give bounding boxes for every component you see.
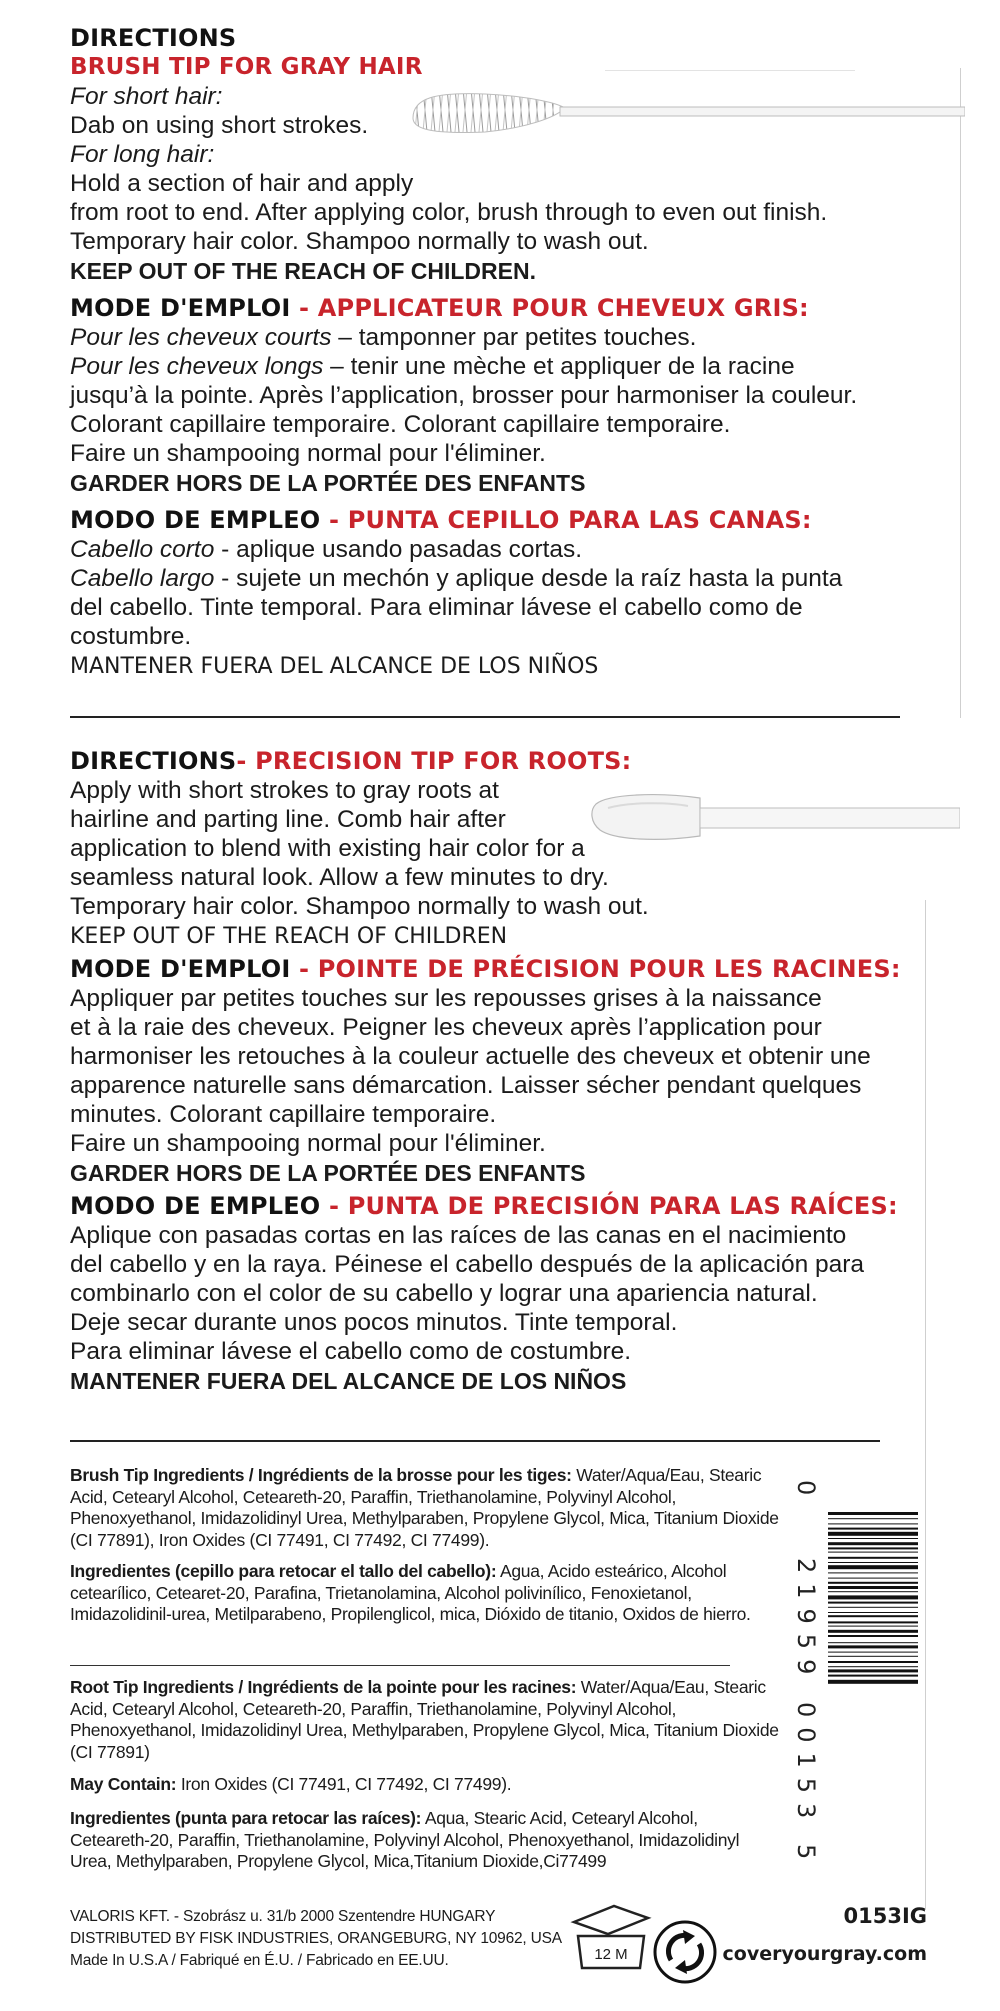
barcode-bar (828, 1669, 918, 1672)
barcode-bar (828, 1642, 918, 1643)
footer-line-3: Made In U.S.A / Fabriqué en É.U. / Fabricado en EE.UU. (70, 1952, 449, 1969)
may-contain (70, 1774, 780, 1796)
fr-line-4: Colorant capillaire temporaire. Colorant capillaire temporaire. (70, 411, 731, 438)
precision-warning-fr: GARDER HORS DE LA PORTÉE DES ENFANTS (70, 1160, 586, 1186)
barcode-bar (828, 1661, 918, 1663)
barcode-bar (828, 1612, 918, 1613)
precision-fr-heading: MODE D'EMPLOI - POINTE DE PRÉCISION POUR LES RACINES: (70, 955, 901, 983)
precision-fr-title: MODE D'EMPLOI (70, 955, 291, 983)
barcode-bar (828, 1518, 918, 1519)
short-hair-label: For short hair: (70, 83, 223, 110)
es-line-3: del cabello. Tinte temporal. Para eliminar lávese el cabello como de (70, 594, 803, 621)
root-ingredients-label: Root Tip Ingredients / Ingrédients de la pointe pour les racines: (70, 1677, 577, 1697)
product-code: 0153IG (843, 1904, 927, 1928)
fr-short-text: – tamponner par petites touches. (331, 324, 697, 351)
barcode-bar (828, 1572, 918, 1573)
precision-handle (700, 808, 960, 828)
trim-line-bottom-right (925, 900, 926, 1910)
pao-label: 12 M (594, 1946, 628, 1963)
precision-line-2: hairline and parting line. Comb hair after (70, 806, 506, 833)
footer-line-1: VALORIS KFT. - Szobrász u. 31/b 2000 Szentendre HUNGARY (70, 1908, 496, 1925)
pao-icon (570, 1900, 652, 1972)
warning-fr: GARDER HORS DE LA PORTÉE DES ENFANTS (70, 470, 586, 496)
precision-title: DIRECTIONS (70, 747, 237, 775)
fr-short-label: Pour les cheveux courts (70, 324, 332, 351)
fr-subtitle: APPLICATEUR POUR CHEVEUX GRIS: (317, 294, 809, 322)
brush-bristles (413, 94, 565, 133)
barcode-bar (828, 1630, 918, 1633)
fr-long-text: – tenir une mèche et appliquer de la racine (323, 353, 795, 380)
barcode-bar (828, 1565, 918, 1569)
precision-es-title: MODO DE EMPLEO (70, 1192, 321, 1220)
fr-title: MODE D'EMPLOI (70, 294, 291, 322)
long-hair-text-2: from root to end. After applying color, brush through to even out finish. (70, 199, 828, 226)
barcode-bar (828, 1582, 918, 1584)
precision-fr-line-4: apparence naturelle sans démarcation. Laisser sécher pendant quelques (70, 1072, 862, 1099)
brush-tip-illustration (405, 88, 965, 138)
es-short-text: - aplique usando pasadas cortas. (214, 536, 583, 563)
precision-es-line-5: Para eliminar lávese el cabello como de costumbre. (70, 1338, 632, 1365)
ingredients-divider (70, 1665, 730, 1666)
barcode-bar (828, 1645, 918, 1648)
fr-line-5: Faire un shampooing normal pour l'éliminer. (70, 440, 546, 467)
barcode-bar (828, 1607, 918, 1608)
precision-line-1: Apply with short strokes to gray roots at (70, 777, 499, 804)
precision-es-subtitle: PUNTA DE PRECISIÓN PARA LAS RAÍCES: (347, 1192, 898, 1220)
precision-line-3: application to blend with existing hair color for a (70, 835, 585, 862)
barcode-bar (828, 1532, 918, 1536)
directions-heading: DIRECTIONS (70, 24, 237, 52)
may-contain-text: Iron Oxides (CI 77491, CI 77492, CI 77499). (176, 1774, 512, 1794)
barcode-bar (828, 1595, 918, 1599)
barcode-bar (828, 1615, 918, 1617)
es-short-line (70, 535, 920, 564)
divider-2 (70, 1440, 880, 1442)
root-ingredients-es (70, 1808, 780, 1873)
barcode-bar (828, 1528, 918, 1530)
barcode-bar (828, 1652, 918, 1653)
may-contain-label: May Contain: (70, 1774, 177, 1794)
precision-fr-subtitle: POINTE DE PRÉCISION POUR LES RACINES: (317, 955, 901, 983)
precision-es-line-4: Deje secar durante unos pocos minutos. Tinte temporal. (70, 1309, 678, 1336)
precision-heading (70, 747, 920, 776)
root-ingredients-es-text: Aqua, Stearic Acid, Cetearyl Alcohol, Ceteareth-20, Paraffin, Triethanolamine, Polyvinyl Alcohol, Phenoxyethanol, Imidazolidinyl Urea, Methylparaben, Propylene Glycol, Mica,Titanium Dioxide,Ci77499 (70, 1808, 740, 1871)
brush-ingredients-label: Brush Tip Ingredients / Ingrédients de la brosse pour les tiges: (70, 1465, 572, 1485)
es-long-label: Cabello largo (70, 565, 215, 592)
barcode-bar (828, 1656, 918, 1657)
fr-heading: MODE D'EMPLOI - APPLICATEUR POUR CHEVEUX GRIS: (70, 294, 809, 322)
divider-1 (70, 716, 900, 718)
barcode-bar (828, 1557, 918, 1559)
short-hair-text: Dab on using short strokes. (70, 112, 369, 139)
barcode-bar (828, 1675, 918, 1677)
barcode-bar (828, 1635, 918, 1637)
es-long-line (70, 564, 920, 593)
barcode-bar (828, 1591, 918, 1592)
brush-ingredients (70, 1465, 780, 1551)
barcode-bar (828, 1680, 918, 1684)
barcode-last-digit: 5 (792, 1844, 820, 1870)
precision-subtitle: - PRECISION TIP FOR ROOTS: (236, 747, 632, 775)
barcode-bar (828, 1542, 918, 1545)
es-short-label: Cabello corto (70, 536, 215, 563)
brush-ingredients-text: Water/Aqua/Eau, Stearic Acid, Cetearyl Alcohol, Ceteareth-20, Paraffin, Triethanolamine, Polyvinyl Alcohol, Phenoxyethanol, Imidazolidinyl Urea, Methylparaben, Propylene Glycol, Mica, Titanium Dioxide (CI 77891), Iron Oxides (CI 77491, CI 77492, CI 77499). (70, 1465, 779, 1550)
brush-ingredients-es-label: Ingredientes (cepillo para retocar el tallo del cabello): (70, 1561, 497, 1581)
warning-es: MANTENER FUERA DEL ALCANCE DE LOS NIÑOS (70, 654, 599, 679)
long-hair-text-1: Hold a section of hair and apply (70, 170, 414, 197)
warning-en: KEEP OUT OF THE REACH OF CHILDREN. (70, 258, 536, 284)
barcode-bar (828, 1523, 918, 1524)
fr-long-line (70, 352, 920, 381)
es-subtitle: PUNTA CEPILLO PARA LAS CANAS: (347, 506, 812, 534)
precision-tip-illustration (588, 788, 960, 848)
root-ingredients (70, 1677, 780, 1763)
barcode-bar (828, 1666, 918, 1667)
precision-es-line-3: combinarlo con el color de su cabello y lograr una apariencia natural. (70, 1280, 818, 1307)
precision-line-5: Temporary hair color. Shampoo normally to wash out. (70, 893, 649, 920)
precision-fr-line-5: minutes. Colorant capillaire temporaire. (70, 1101, 497, 1128)
precision-es-line-1: Aplique con pasadas cortas en las raíces de las canas en el nacimiento (70, 1222, 847, 1249)
barcode-bar (828, 1538, 918, 1539)
root-ingredients-es-label: Ingredientes (punta para retocar las raíces): (70, 1808, 422, 1828)
es-heading: MODO DE EMPLEO - PUNTA CEPILLO PARA LAS CANAS: (70, 506, 812, 534)
barcode-bar (828, 1602, 918, 1604)
precision-warning-es: MANTENER FUERA DEL ALCANCE DE LOS NIÑOS (70, 1368, 627, 1394)
precision-fr-line-6: Faire un shampooing normal pour l'éliminer. (70, 1130, 546, 1157)
barcode-bar (828, 1512, 918, 1515)
barcode-bar (828, 1552, 918, 1553)
footer-line-2: DISTRIBUTED BY FISK INDUSTRIES, ORANGEBURG, NY 10962, USA (70, 1930, 562, 1947)
brush-ingredients-es-text: Agua, Acido esteárico, Alcohol cetearílico, Cetearet-20, Parafina, Trietanolamina, Alcohol polivinílico, Fenoxietanol, Imidazolidinil-urea, Metilparabeno, Propilenglicol, mica, Dióxido de titanio, Oxidos de hierro. (70, 1561, 751, 1624)
barcode-bar (828, 1626, 918, 1627)
fr-long-label: Pour les cheveux longs (70, 353, 324, 380)
barcode-bar (828, 1621, 918, 1623)
trim-line-top-right (960, 68, 961, 718)
barcode-digits: 21959 00153 (792, 1558, 820, 1829)
brush-tip-subheading: BRUSH TIP FOR GRAY HAIR (70, 54, 423, 80)
es-line-4: costumbre. (70, 623, 192, 650)
barcode-first-digit: 0 (792, 1480, 820, 1506)
brush-handle (560, 107, 965, 116)
precision-es-heading: MODO DE EMPLEO - PUNTA DE PRECISIÓN PARA LAS RAÍCES: (70, 1192, 898, 1220)
barcode-bar (828, 1578, 918, 1579)
temporary-color-text: Temporary hair color. Shampoo normally to wash out. (70, 228, 649, 255)
fr-line-3: jusqu’à la pointe. Après l’application, brosser pour harmoniser la couleur. (70, 382, 858, 409)
precision-fr-line-2: et à la raie des cheveux. Peigner les cheveux après l’application pour (70, 1014, 822, 1041)
precision-foam-tip (592, 795, 700, 840)
barcode (790, 1462, 925, 1882)
es-long-text: - sujete un mechón y aplique desde la raíz hasta la punta (214, 565, 843, 592)
fr-short-line (70, 323, 920, 352)
footer-address (70, 1906, 562, 1972)
precision-fr-line-3: harmoniser les retouches à la couleur actuelle des cheveux et obtenir une (70, 1043, 871, 1070)
barcode-bar (828, 1562, 918, 1563)
recycle-icon (653, 1920, 717, 1984)
brush-ingredients-es (70, 1561, 760, 1626)
website: coveryourgray.com (722, 1943, 927, 1965)
es-title: MODO DE EMPLEO (70, 506, 321, 534)
root-ingredients-text: Water/Aqua/Eau, Stearic Acid, Cetearyl Alcohol, Ceteareth-20, Paraffin, Triethanolamine, Polyvinyl Alcohol, Phenoxyethanol, Imidazolidinyl Urea, Methylparaben, Propylene Glycol, Mica, Titanium Dioxide (CI 77891) (70, 1677, 779, 1762)
precision-es-line-2: del cabello y en la raya. Péinese el cabello después de la aplicación para (70, 1251, 865, 1278)
precision-line-4: seamless natural look. Allow a few minutes to dry. (70, 864, 609, 891)
precision-warning-en: KEEP OUT OF THE REACH OF CHILDREN (70, 924, 508, 949)
long-hair-label: For long hair: (70, 141, 215, 168)
barcode-bar (828, 1586, 918, 1589)
barcode-bars (828, 1512, 918, 1832)
barcode-bar (828, 1547, 918, 1549)
precision-fr-line-1: Appliquer par petites touches sur les repousses grises à la naissance (70, 985, 822, 1012)
